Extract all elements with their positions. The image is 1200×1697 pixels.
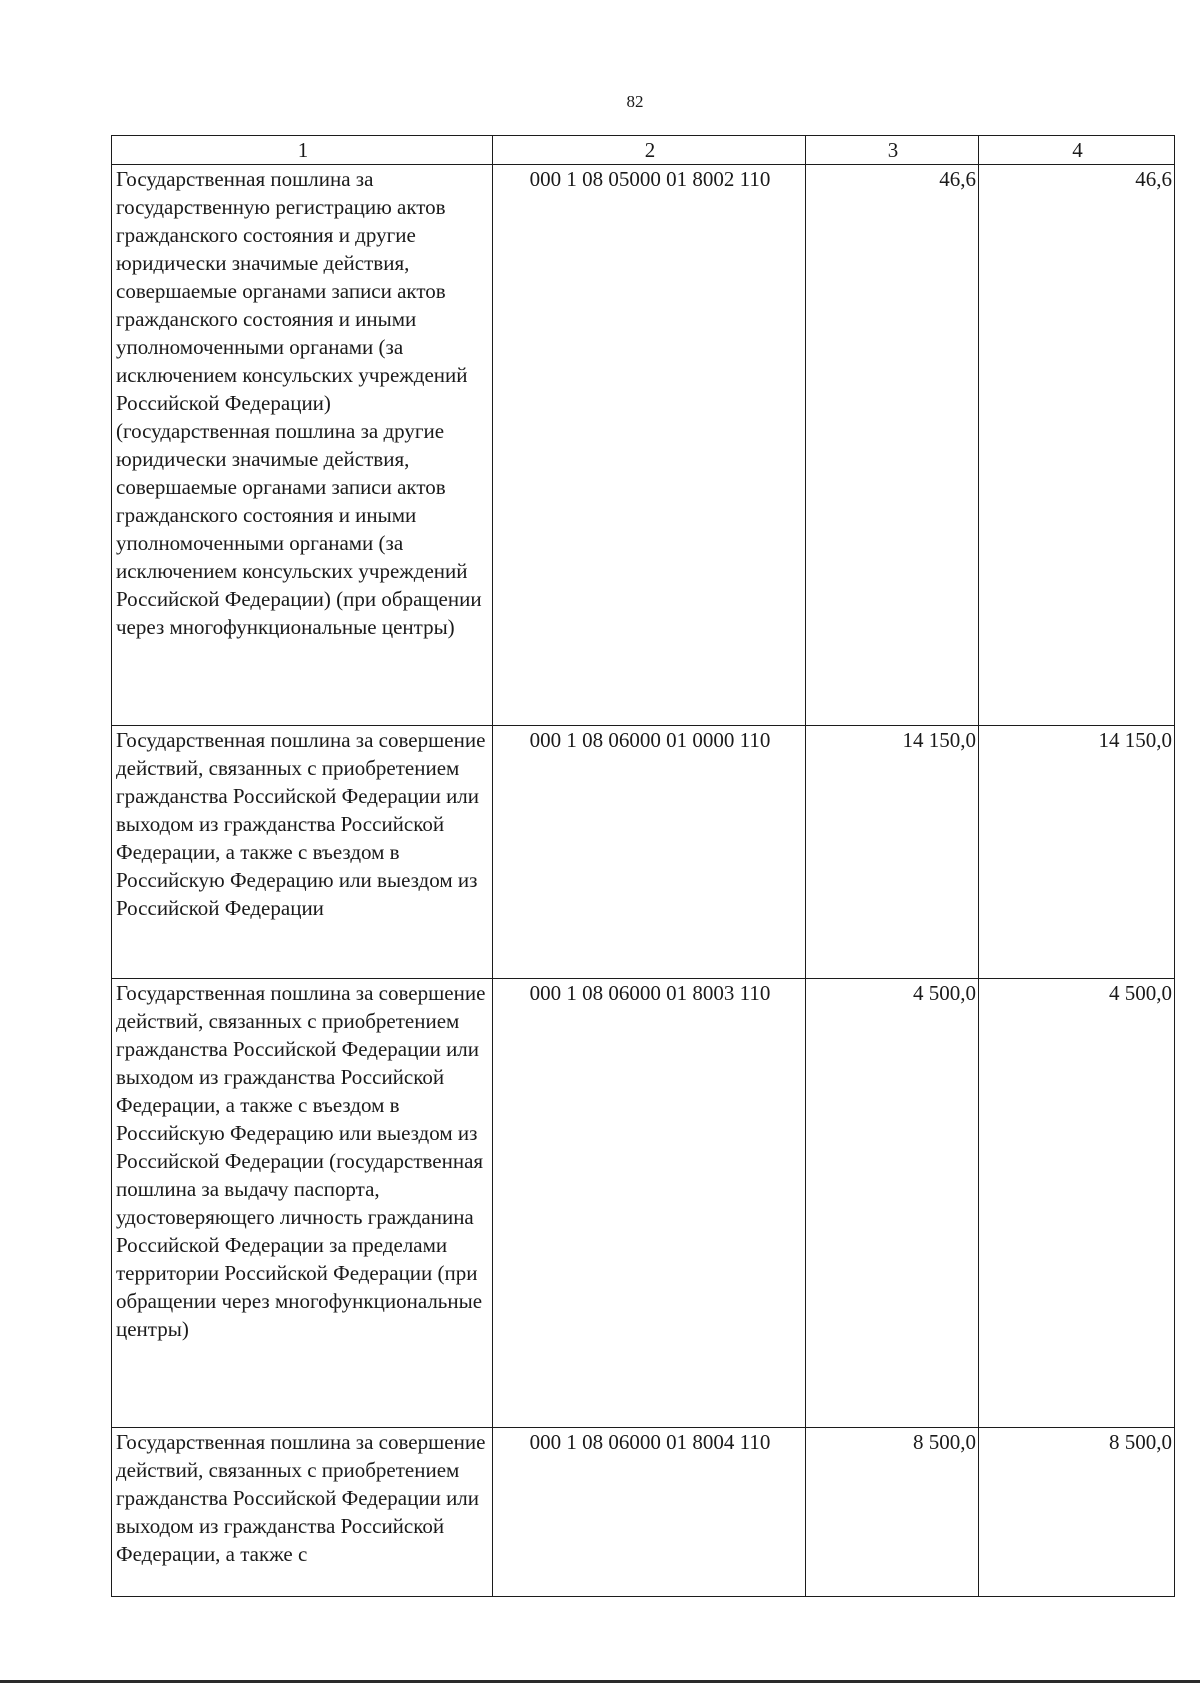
- table-row: [112, 1428, 1175, 1597]
- amount-cell-col3: 14 150,0: [806, 726, 979, 979]
- table-row: [112, 726, 1175, 979]
- amount-cell-col4: 46,6: [979, 165, 1175, 726]
- budget-table: [111, 135, 1175, 1597]
- budget-code-cell: 000 1 08 05000 01 8002 110: [493, 165, 806, 726]
- column-header-2: 2: [493, 136, 806, 165]
- column-header-1: 1: [112, 136, 493, 165]
- amount-cell-col4: 4 500,0: [979, 979, 1175, 1428]
- revenue-name-cell: Государственная пошлина за совершение действий, связанных с приобретением гражданства Российской Федерации или выходом из гражданства Российской Федерации, а также с въездом в Российскую Федерацию или выездом из Российской Федерации (государственная пошлина за выдачу паспорта, удостоверяющего личность гражданина Российской Федерации за пределами территории Российской Федерации (при обращении через многофункциональные центры): [112, 979, 493, 1428]
- table-header-row: [112, 136, 1175, 165]
- column-header-3: 3: [806, 136, 979, 165]
- table-row: [112, 979, 1175, 1428]
- amount-cell-col4: 8 500,0: [979, 1428, 1175, 1597]
- scan-bottom-edge-line: [0, 1680, 1200, 1683]
- amount-cell-col3: 46,6: [806, 165, 979, 726]
- page-number: 82: [626, 92, 644, 111]
- column-header-4: 4: [979, 136, 1175, 165]
- revenue-name-cell: Государственная пошлина за совершение действий, связанных с приобретением гражданства Российской Федерации или выходом из гражданства Российской Федерации, а также с: [112, 1428, 493, 1597]
- revenue-name-cell: Государственная пошлина за государственную регистрацию актов гражданского состояния и другие юридически значимые действия, совершаемые органами записи актов гражданского состояния и иными уполномоченными органами (за исключением консульских учреждений Российской Федерации) (государственная пошлина за другие юридически значимые действия, совершаемые органами записи актов гражданского состояния и иными уполномоченными органами (за исключением консульских учреждений Российской Федерации) (при обращении через многофункциональные центры): [112, 165, 493, 726]
- revenue-name-cell: Государственная пошлина за совершение действий, связанных с приобретением гражданства Российской Федерации или выходом из гражданства Российской Федерации, а также с въездом в Российскую Федерацию или выездом из Российской Федерации: [112, 726, 493, 979]
- amount-cell-col4: 14 150,0: [979, 726, 1175, 979]
- amount-cell-col3: 8 500,0: [806, 1428, 979, 1597]
- table-row: [112, 165, 1175, 726]
- budget-code-cell: 000 1 08 06000 01 0000 110: [493, 726, 806, 979]
- amount-cell-col3: 4 500,0: [806, 979, 979, 1428]
- budget-code-cell: 000 1 08 06000 01 8004 110: [493, 1428, 806, 1597]
- budget-code-cell: 000 1 08 06000 01 8003 110: [493, 979, 806, 1428]
